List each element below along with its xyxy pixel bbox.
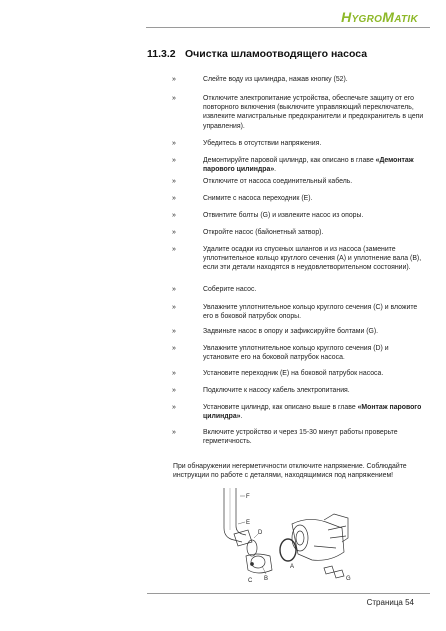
chapter-reference: «Демонтаж парового цилиндра» xyxy=(203,157,414,174)
logo-letters: YGRO xyxy=(351,14,383,25)
chapter-reference: «Монтаж парового цилиндра» xyxy=(203,404,422,421)
step-text: Удалите осадки из спускных шлангов и из насоса (замените уплотнительное кольцо круглого сечения (A) и уплотнение вала (B), если эти детали находятся в неудовлетворительном состоянии). xyxy=(203,246,422,272)
bullet: » xyxy=(172,95,176,102)
label-c: C xyxy=(248,578,253,584)
logo-letter: M xyxy=(382,9,395,25)
bullet: » xyxy=(172,304,176,311)
bullet: » xyxy=(172,345,176,352)
step-text-part: Демонтируйте паровой цилиндр, как описано в главе xyxy=(203,157,376,164)
page-number: Страница 54 xyxy=(366,598,414,607)
bullet: » xyxy=(172,404,176,411)
step-text xyxy=(203,403,425,421)
step-text: Установите переходник (E) на боковой патрубок насоса. xyxy=(203,370,384,377)
label-b: B xyxy=(264,576,269,582)
bullet: » xyxy=(172,246,176,253)
step-text: Отвинтите болты (G) и извлеките насос из опоры. xyxy=(203,212,364,219)
label-f: F xyxy=(246,494,250,500)
step-text: Соберите насос. xyxy=(203,286,257,293)
bullet: » xyxy=(172,178,176,185)
bullet: » xyxy=(172,140,176,147)
step-text xyxy=(203,156,425,174)
step-text-part: . xyxy=(274,166,277,174)
bullet: » xyxy=(172,212,176,219)
header-divider xyxy=(146,27,430,28)
label-a: A xyxy=(290,564,295,570)
bullet: » xyxy=(172,429,176,436)
step-text: Отключите от насоса соединительный кабель. xyxy=(203,178,353,185)
step-text: Увлажните уплотнительное кольцо круглого сечения (C) и вложите его в боковой патрубок опоры. xyxy=(203,304,418,321)
bullet: » xyxy=(172,370,176,377)
bullet: » xyxy=(172,387,176,394)
step-text: Увлажните уплотнительное кольцо круглого сечения (D) и установите его на боковой патрубок насоса. xyxy=(203,345,389,362)
section-number: 11.3.2 xyxy=(147,48,176,60)
label-g: G xyxy=(346,576,351,582)
step-text: Слейте воду из цилиндра, нажав кнопку (52). xyxy=(203,76,348,83)
step-text: Убедитесь в отсутствии напряжения. xyxy=(203,140,322,147)
step-text: Подключите к насосу кабель электропитания. xyxy=(203,387,350,394)
step-text: Снимите с насоса переходник (E). xyxy=(203,195,313,202)
step-text: Откройте насос (байонетный затвор). xyxy=(203,229,324,236)
step-text-part: Установите цилиндр, как описано выше в главе xyxy=(203,404,358,411)
section-title: Очистка шламоотводящего насоса xyxy=(185,48,368,60)
step-text: Задвиньте насос в опору и зафиксируйте болтами (G). xyxy=(203,328,379,335)
bullet: » xyxy=(172,195,176,202)
label-d: D xyxy=(258,530,263,536)
pump-assembly-illustration xyxy=(196,486,356,584)
bullet: » xyxy=(172,286,176,293)
bullet: » xyxy=(172,157,176,164)
footer-divider xyxy=(147,593,430,594)
label-e: E xyxy=(246,520,251,526)
section-heading xyxy=(147,48,367,60)
step-text-part: . xyxy=(240,413,243,421)
logo-letter: H xyxy=(341,9,352,25)
warning-note: При обнаружении негерметичности отключите напряжение. Соблюдайте инструкции по работе с деталями, находящимися под напряжением! xyxy=(173,463,407,480)
step-text: Отключите электропитание устройства, обеспечьте защиту от его повторного включения (выключите управляющий переключатель, извлеките магистральные предохранители и предохранитель в цепи управления). xyxy=(203,95,424,130)
logo-letters: ATIK xyxy=(394,14,418,25)
bullet: » xyxy=(172,229,176,236)
step-text: Включите устройство и через 15-30 минут работы проверьте герметичность. xyxy=(203,429,398,446)
bullet: » xyxy=(172,76,176,83)
bullet: » xyxy=(172,328,176,335)
hygromatik-logo xyxy=(341,9,418,25)
